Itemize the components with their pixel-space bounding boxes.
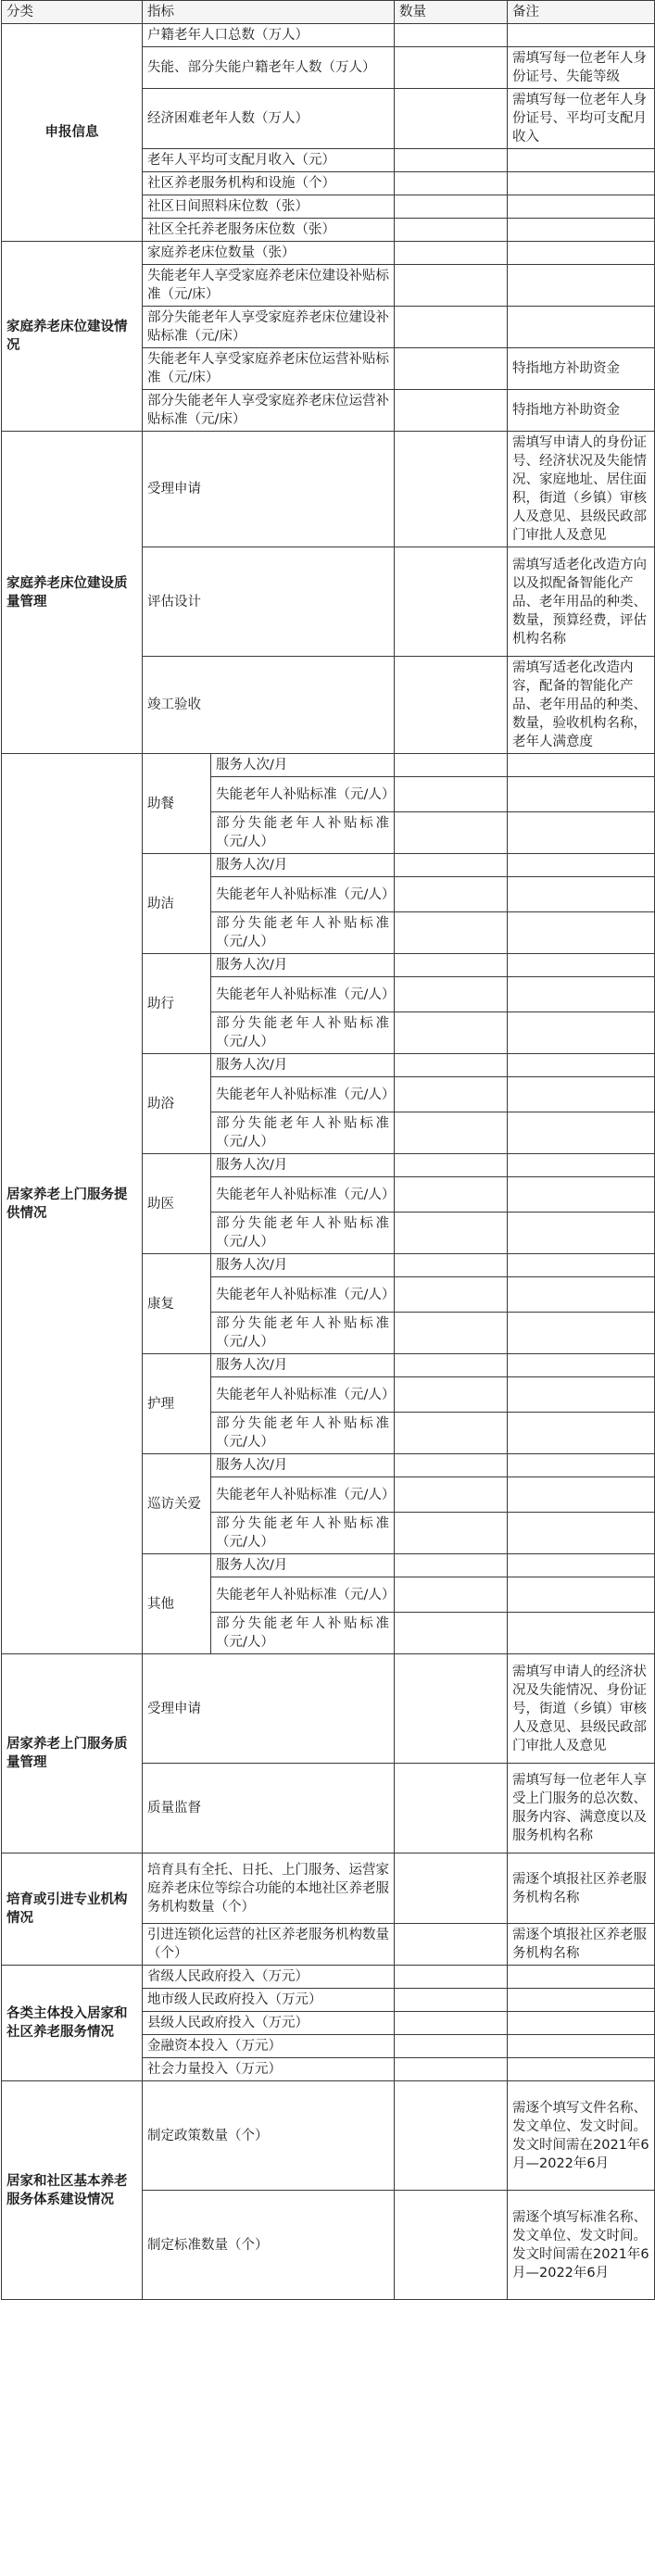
remarks-cell <box>508 1277 655 1313</box>
quantity-cell[interactable] <box>395 1454 508 1477</box>
table-row <box>2 1853 655 1924</box>
remarks-cell <box>508 1513 655 1554</box>
remarks-cell <box>508 195 655 219</box>
remarks-cell: 需填写每一位老年人身份证号、失能等级 <box>508 47 655 89</box>
remarks-cell <box>508 1177 655 1213</box>
remarks-cell <box>508 1554 655 1577</box>
quantity-cell[interactable] <box>395 2081 508 2191</box>
indicator-label: 失能老年人补贴标准（元/人） <box>211 977 395 1012</box>
remarks-cell <box>508 954 655 977</box>
indicator-label: 部分失能老年人享受家庭养老床位建设补贴标准（元/床） <box>143 307 395 348</box>
service-type-cell: 康复 <box>143 1254 211 1354</box>
indicator-label: 部分失能老年人补贴标准（元/人） <box>211 1012 395 1054</box>
quantity-cell[interactable] <box>395 1313 508 1354</box>
table-row <box>2 1966 655 1989</box>
remarks-cell <box>508 1213 655 1254</box>
remarks-cell: 需填写每一位老年人身份证号、平均可支配月收入 <box>508 89 655 149</box>
remarks-cell <box>508 877 655 912</box>
indicator-label: 部分失能老年人补贴标准（元/人） <box>211 1213 395 1254</box>
table-row <box>2 754 655 777</box>
remarks-cell <box>508 1966 655 1989</box>
indicator-label: 失能老年人补贴标准（元/人） <box>211 877 395 912</box>
indicator-label: 失能老年人享受家庭养老床位建设补贴标准（元/床） <box>143 265 395 307</box>
table-row <box>2 1654 655 1764</box>
remarks-cell <box>508 1254 655 1277</box>
quantity-cell[interactable] <box>395 954 508 977</box>
quantity-cell[interactable] <box>395 2035 508 2058</box>
service-type-cell: 其他 <box>143 1554 211 1654</box>
remarks-cell <box>508 854 655 877</box>
quantity-cell[interactable] <box>395 1012 508 1054</box>
remarks-cell <box>508 1012 655 1054</box>
remarks-cell <box>508 1989 655 2012</box>
quantity-cell[interactable] <box>395 89 508 149</box>
indicator-label: 服务人次/月 <box>211 1554 395 1577</box>
indicator-label: 部分失能老年人补贴标准（元/人） <box>211 1613 395 1654</box>
indicator-label: 社区全托养老服务床位数（张） <box>143 219 395 242</box>
remarks-cell: 需填写每一位老年人享受上门服务的总次数、服务内容、满意度以及服务机构名称 <box>508 1764 655 1853</box>
remarks-cell <box>508 1154 655 1177</box>
quantity-cell[interactable] <box>395 2058 508 2081</box>
quantity-cell[interactable] <box>395 1654 508 1764</box>
indicator-label: 失能老年人补贴标准（元/人） <box>211 1177 395 1213</box>
category-cell: 家庭养老床位建设情况 <box>2 242 143 432</box>
quantity-cell[interactable] <box>395 1213 508 1254</box>
indicator-label: 户籍老年人口总数（万人） <box>143 24 395 47</box>
remarks-cell <box>508 777 655 812</box>
indicator-label: 部分失能老年人享受家庭养老床位运营补贴标准（元/床） <box>143 390 395 432</box>
quantity-cell[interactable] <box>395 195 508 219</box>
quantity-cell[interactable] <box>395 149 508 172</box>
indicator-label: 家庭养老床位数量（张） <box>143 242 395 265</box>
quantity-cell[interactable] <box>395 812 508 854</box>
quantity-cell[interactable] <box>395 2191 508 2300</box>
remarks-cell <box>508 2012 655 2035</box>
quantity-cell[interactable] <box>395 854 508 877</box>
indicator-label: 县级人民政府投入（万元） <box>143 2012 395 2035</box>
remarks-cell <box>508 1613 655 1654</box>
indicator-label: 服务人次/月 <box>211 1254 395 1277</box>
indicator-label: 服务人次/月 <box>211 754 395 777</box>
remarks-cell <box>508 2035 655 2058</box>
remarks-cell: 需填写适老化改造方向以及拟配备智能化产品、老年用品的种类、数量，预算经费，评估机构名称 <box>508 547 655 657</box>
quantity-cell[interactable] <box>395 1513 508 1554</box>
indicator-label: 失能、部分失能户籍老年人数（万人） <box>143 47 395 89</box>
service-type-cell: 助医 <box>143 1154 211 1254</box>
category-cell: 居家养老上门服务质量管理 <box>2 1654 143 1853</box>
indicator-label: 失能老年人补贴标准（元/人） <box>211 1077 395 1112</box>
remarks-cell <box>508 1454 655 1477</box>
quantity-cell[interactable] <box>395 1077 508 1112</box>
service-type-cell: 护理 <box>143 1354 211 1454</box>
remarks-cell <box>508 754 655 777</box>
indicator-label: 质量监督 <box>143 1764 395 1853</box>
quantity-cell[interactable] <box>395 1554 508 1577</box>
quantity-cell[interactable] <box>395 657 508 754</box>
indicator-label: 失能老年人补贴标准（元/人） <box>211 1277 395 1313</box>
indicator-label: 服务人次/月 <box>211 1154 395 1177</box>
header-category: 分类 <box>2 1 143 24</box>
remarks-cell <box>508 2058 655 2081</box>
indicator-label: 竣工验收 <box>143 657 395 754</box>
indicator-label: 服务人次/月 <box>211 954 395 977</box>
indicator-label: 老年人平均可支配月收入（元） <box>143 149 395 172</box>
indicator-label: 社会力量投入（万元） <box>143 2058 395 2081</box>
remarks-cell: 需逐个填写文件名称、发文单位、发文时间。发文时间需在2021年6月—2022年6月 <box>508 2081 655 2191</box>
remarks-cell <box>508 219 655 242</box>
remarks-cell <box>508 1313 655 1354</box>
service-type-cell: 巡访关爱 <box>143 1454 211 1554</box>
application-form-table <box>1 0 655 2300</box>
category-cell: 居家养老上门服务提供情况 <box>2 754 143 1654</box>
indicator-label: 失能老年人补贴标准（元/人） <box>211 777 395 812</box>
indicator-label: 社区养老服务机构和设施（个） <box>143 172 395 195</box>
indicator-label: 金融资本投入（万元） <box>143 2035 395 2058</box>
remarks-cell: 需填写申请人的身份证号、经济状况及失能情况、家庭地址、居住面积，街道（乡镇）审核人及意见、县级民政部门审批人及意见 <box>508 432 655 547</box>
quantity-cell[interactable] <box>395 912 508 954</box>
quantity-cell[interactable] <box>395 265 508 307</box>
indicator-label: 失能老年人补贴标准（元/人） <box>211 1377 395 1413</box>
quantity-cell[interactable] <box>395 1054 508 1077</box>
quantity-cell[interactable] <box>395 777 508 812</box>
remarks-cell <box>508 1377 655 1413</box>
quantity-cell[interactable] <box>395 754 508 777</box>
remarks-cell <box>508 1577 655 1613</box>
quantity-cell[interactable] <box>395 977 508 1012</box>
indicator-label: 部分失能老年人补贴标准（元/人） <box>211 912 395 954</box>
quantity-cell[interactable] <box>395 1577 508 1613</box>
quantity-cell[interactable] <box>395 1254 508 1277</box>
remarks-cell <box>508 307 655 348</box>
remarks-cell <box>508 172 655 195</box>
quantity-cell[interactable] <box>395 547 508 657</box>
quantity-cell[interactable] <box>395 1477 508 1513</box>
quantity-cell[interactable] <box>395 1277 508 1313</box>
indicator-label: 受理申请 <box>143 1654 395 1764</box>
header-row <box>2 1 655 24</box>
category-cell: 各类主体投入居家和社区养老服务情况 <box>2 1966 143 2081</box>
quantity-cell[interactable] <box>395 2012 508 2035</box>
service-type-cell: 助浴 <box>143 1054 211 1154</box>
header-quantity: 数量 <box>395 1 508 24</box>
indicator-label: 部分失能老年人补贴标准（元/人） <box>211 1112 395 1154</box>
quantity-cell[interactable] <box>395 1764 508 1853</box>
category-cell: 申报信息 <box>2 24 143 242</box>
indicator-label: 制定标准数量（个） <box>143 2191 395 2300</box>
quantity-cell[interactable] <box>395 1966 508 1989</box>
quantity-cell[interactable] <box>395 1354 508 1377</box>
quantity-cell[interactable] <box>395 1177 508 1213</box>
indicator-label: 受理申请 <box>143 432 395 547</box>
quantity-cell[interactable] <box>395 1413 508 1454</box>
remarks-cell <box>508 1054 655 1077</box>
indicator-label: 失能老年人补贴标准（元/人） <box>211 1577 395 1613</box>
remarks-cell: 需填写申请人的经济状况及失能情况、身份证号，街道（乡镇）审核人及意见、县级民政部门审批人及意见 <box>508 1654 655 1764</box>
indicator-label: 失能老年人享受家庭养老床位运营补贴标准（元/床） <box>143 348 395 390</box>
remarks-cell <box>508 1413 655 1454</box>
indicator-label: 部分失能老年人补贴标准（元/人） <box>211 1413 395 1454</box>
category-cell: 培育或引进专业机构情况 <box>2 1853 143 1966</box>
indicator-label: 部分失能老年人补贴标准（元/人） <box>211 812 395 854</box>
remarks-cell <box>508 265 655 307</box>
indicator-label: 服务人次/月 <box>211 1054 395 1077</box>
remarks-cell: 需逐个填写标准名称、发文单位、发文时间。发文时间需在2021年6月—2022年6月 <box>508 2191 655 2300</box>
header-remarks: 备注 <box>508 1 655 24</box>
remarks-cell <box>508 812 655 854</box>
remarks-cell: 需填写适老化改造内容，配备的智能化产品、老年用品的种类、数量，验收机构名称，老年人满意度 <box>508 657 655 754</box>
quantity-cell[interactable] <box>395 1853 508 1924</box>
remarks-cell <box>508 242 655 265</box>
quantity-cell[interactable] <box>395 1613 508 1654</box>
service-type-cell: 助洁 <box>143 854 211 954</box>
indicator-label: 服务人次/月 <box>211 1454 395 1477</box>
indicator-label: 社区日间照料床位数（张） <box>143 195 395 219</box>
indicator-label: 制定政策数量（个） <box>143 2081 395 2191</box>
indicator-label: 服务人次/月 <box>211 1354 395 1377</box>
indicator-label: 失能老年人补贴标准（元/人） <box>211 1477 395 1513</box>
remarks-cell <box>508 1477 655 1513</box>
indicator-label: 地市级人民政府投入（万元） <box>143 1989 395 2012</box>
quantity-cell[interactable] <box>395 390 508 432</box>
service-type-cell: 助行 <box>143 954 211 1054</box>
quantity-cell[interactable] <box>395 172 508 195</box>
remarks-cell <box>508 1112 655 1154</box>
indicator-label: 部分失能老年人补贴标准（元/人） <box>211 1313 395 1354</box>
quantity-cell[interactable] <box>395 307 508 348</box>
service-type-cell: 助餐 <box>143 754 211 854</box>
indicator-label: 服务人次/月 <box>211 854 395 877</box>
quantity-cell[interactable] <box>395 348 508 390</box>
remarks-cell: 特指地方补助资金 <box>508 348 655 390</box>
quantity-cell[interactable] <box>395 1924 508 1966</box>
remarks-cell <box>508 1354 655 1377</box>
indicator-label: 培育具有全托、日托、上门服务、运营家庭养老床位等综合功能的本地社区养老服务机构数量（个） <box>143 1853 395 1924</box>
quantity-cell[interactable] <box>395 24 508 47</box>
indicator-label: 评估设计 <box>143 547 395 657</box>
table-row <box>2 432 655 547</box>
remarks-cell <box>508 1077 655 1112</box>
remarks-cell <box>508 149 655 172</box>
remarks-cell: 需逐个填报社区养老服务机构名称 <box>508 1853 655 1924</box>
indicator-label: 部分失能老年人补贴标准（元/人） <box>211 1513 395 1554</box>
category-cell: 居家和社区基本养老服务体系建设情况 <box>2 2081 143 2300</box>
quantity-cell[interactable] <box>395 1154 508 1177</box>
quantity-cell[interactable] <box>395 432 508 547</box>
quantity-cell[interactable] <box>395 1112 508 1154</box>
remarks-cell <box>508 24 655 47</box>
quantity-cell[interactable] <box>395 47 508 89</box>
table-row <box>2 2081 655 2191</box>
table-row <box>2 242 655 265</box>
quantity-cell[interactable] <box>395 242 508 265</box>
header-indicator: 指标 <box>143 1 395 24</box>
remarks-cell <box>508 912 655 954</box>
remarks-cell: 需逐个填报社区养老服务机构名称 <box>508 1924 655 1966</box>
indicator-label: 省级人民政府投入（万元） <box>143 1966 395 1989</box>
remarks-cell: 特指地方补助资金 <box>508 390 655 432</box>
indicator-label: 经济困难老年人数（万人） <box>143 89 395 149</box>
remarks-cell <box>508 977 655 1012</box>
quantity-cell[interactable] <box>395 219 508 242</box>
table-row <box>2 24 655 47</box>
quantity-cell[interactable] <box>395 1377 508 1413</box>
quantity-cell[interactable] <box>395 877 508 912</box>
quantity-cell[interactable] <box>395 1989 508 2012</box>
indicator-label: 引进连锁化运营的社区养老服务机构数量（个） <box>143 1924 395 1966</box>
category-cell: 家庭养老床位建设质量管理 <box>2 432 143 754</box>
